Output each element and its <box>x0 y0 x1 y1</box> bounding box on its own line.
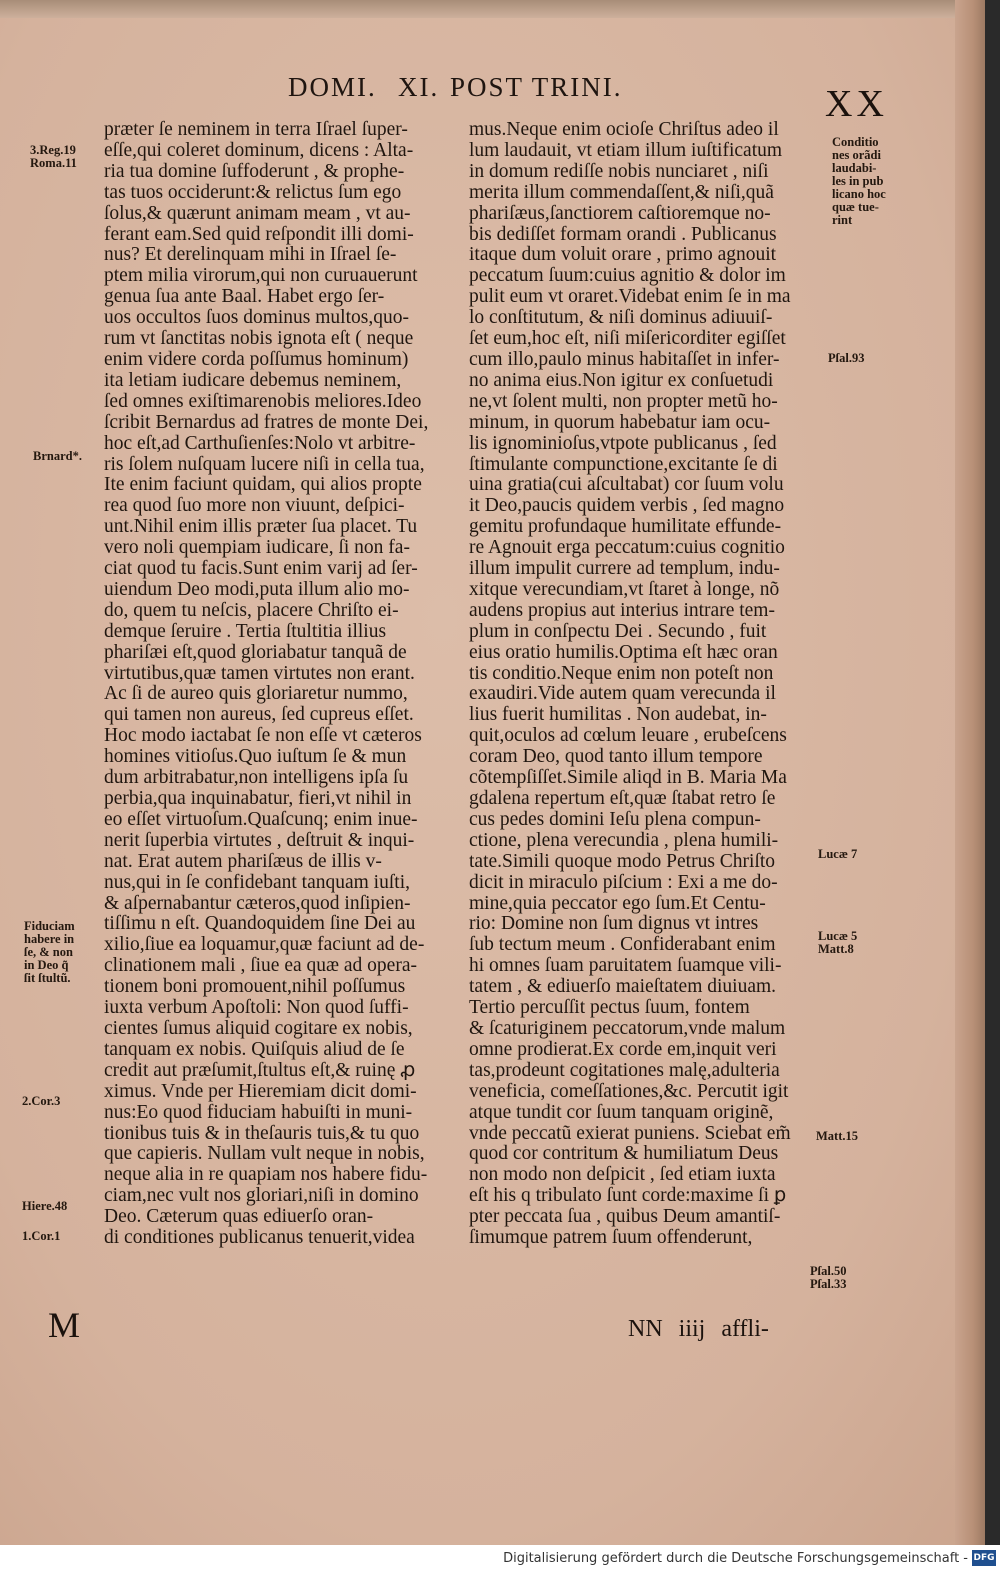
left-column-line: neque alia in re quapiam nos habere fidu- <box>104 1164 428 1186</box>
running-head-left: DOMI. <box>288 72 377 102</box>
margin-note-line: les in pub <box>832 174 884 188</box>
text-column-left <box>104 120 456 1249</box>
left-column-line: ptem milia virorum,qui non curuauerunt <box>104 265 418 287</box>
margin-note-fiduciam <box>24 920 75 985</box>
right-column-line: hi omnes ſuam paruitatem ſuamque vili- <box>469 955 782 977</box>
left-column-line: dum arbitrabatur,non intelligens ipſa ſu <box>104 767 409 789</box>
left-column-line: ria tua domine ſuffoderunt , & prophe- <box>104 160 405 182</box>
left-column-line: cientes ſumus aliquid cogitare ex nobis, <box>104 1017 413 1039</box>
left-column-line: tas tuos occiderunt:& relictus ſum ego <box>104 181 402 203</box>
right-column-line: peccatum ſuum:cuius agnitio & dolor im <box>469 265 786 287</box>
left-column-line: qui tamen non aureus, ſed cupreus eſſet. <box>104 704 414 726</box>
right-column-line: ſimumque patrem ſuum offenderunt, <box>469 1227 753 1249</box>
dfg-logo: DFG <box>972 1550 996 1566</box>
margin-note-line: Pſal.93 <box>828 351 865 365</box>
right-column-line: ſub tectum meum . Confiderabant enim <box>469 934 776 956</box>
right-column-line: phariſæus,ſanctiorem caſtioremque no- <box>469 202 771 224</box>
right-column-line: audens propius aut interius intrare tem- <box>469 599 775 621</box>
right-column-line: lis ignominioſus,vtpote publicanus , ſed <box>469 432 777 454</box>
right-column-line: tas,prodeunt cogitationes malę,adulteria <box>469 1059 780 1081</box>
right-column-line: Tertio percuſſit pectus ſuum, fontem <box>469 997 750 1019</box>
right-column-line: itaque dum voluit orare , primo agnouit <box>469 244 777 266</box>
catchline: NN iiij affli- <box>628 1316 769 1342</box>
right-column-line: lius fuerit humilitas . Non audebat, in- <box>469 704 767 726</box>
right-column-line: gdalena repertum eſt,quæ ſtabat retro ſe <box>469 788 776 809</box>
right-column-line: mus.Neque enim ocioſe Chriſtus adeo il <box>469 119 779 140</box>
page-top-shadow <box>0 0 985 18</box>
left-column-line: tionem boni promouent,nihil poſſumus <box>104 976 406 998</box>
left-column-line: ita letiam iudicare debemus neminem, <box>104 369 402 391</box>
right-column-line: rio: Domine non ſum dignus vt intres <box>469 913 759 935</box>
margin-note-line: laudabi- <box>832 161 877 175</box>
right-column-line: lo conſtitutum, & niſi dominus adiuuiſ- <box>469 307 773 329</box>
left-column-line: ciat quod tu facis.Sunt enim varij ad ſer- <box>104 558 418 580</box>
running-head-right: POST TRINI. <box>450 72 623 102</box>
signature-mark: M <box>48 1305 81 1345</box>
margin-note-cor1 <box>22 1230 60 1243</box>
right-column-line: cum illo,paulo minus habitaſſet in infer- <box>469 348 780 370</box>
right-column-line: tatem , & ediuerſo maieſtatem diuiuam. <box>469 976 777 998</box>
left-column-line: ris ſolem nuſquam lucere niſi in cella tua, <box>104 453 425 475</box>
right-column-line: xitque verecundiam,vt ſtaret à longe, nõ <box>469 578 780 600</box>
page-edge-shadow <box>955 0 985 1545</box>
margin-note-cor2 <box>22 1095 60 1108</box>
left-column-line: phariſæi eſt,quod gloriabatur tanquã de <box>104 641 407 663</box>
left-column-line: Hoc modo iactabat ſe non eſſe vt cæteros <box>104 725 422 747</box>
right-column-line: minum, in quorum habebatur iam ocu- <box>469 411 771 433</box>
left-column-line: ſolus,& quærunt animam meam , vt au- <box>104 202 411 224</box>
left-column-line: ſed omnes exiſtimarenobis meliores.Ideo <box>104 390 422 412</box>
left-column-line: do, quem tu neſcis, placere Chriſto ei- <box>104 599 399 621</box>
left-column-line: enim videre corda poſſumus hominum) <box>104 348 409 370</box>
margin-note-matt15 <box>816 1130 858 1143</box>
margin-note-line: Lucæ 7 <box>818 847 858 861</box>
right-column-line: it Deo,paucis quidem verbis , ſed magno <box>469 495 785 517</box>
left-column-line: uiendum Deo modi,puta illum alio mo- <box>104 578 410 600</box>
left-column-line: ximus. Vnde per Hieremiam dicit domi- <box>104 1080 417 1102</box>
right-column-line: illum impulit currere ad templum, indu- <box>469 558 780 580</box>
left-column-line: unt.Nihil enim illis præter ſua placet. Tu <box>104 516 418 538</box>
right-column-line: atque tundit cor ſuum tanquam originẽ, <box>469 1101 774 1123</box>
margin-note-bernard <box>33 450 82 463</box>
right-column-line: eius oratio humilis.Optima eſt hæc oran <box>469 641 778 663</box>
margin-note-line: Fiduciam <box>24 919 75 933</box>
right-column-line: tis conditio.Neque enim non poteſt non <box>469 662 774 684</box>
margin-note-line: Brnard*. <box>33 449 82 463</box>
left-column-line: perbia,qua inquinabatur, fieri,vt nihil in <box>104 788 412 809</box>
left-column-line: nus,qui in ſe confidebant tanquam iuſti, <box>104 871 410 893</box>
left-column-line: vero noli quempiam iudicare, ſi non fa- <box>104 537 410 559</box>
right-column-line: exaudiri.Vide autem quam verecunda il <box>469 683 776 705</box>
margin-note-line: licano hoc <box>832 187 886 201</box>
margin-note-hiere <box>22 1200 67 1213</box>
left-column-line: rea quod ſuo more non viuunt, deſpici- <box>104 495 405 517</box>
margin-note-line: 2.Cor.3 <box>22 1094 61 1108</box>
left-column-line: hoc eſt,ad Carthuſienſes:Nolo vt arbitre- <box>104 432 416 454</box>
right-column-line: quit,oculos ad cœlum leuare , erubeſcens <box>469 725 787 747</box>
margin-note-line: Conditio <box>832 135 879 149</box>
left-column-line: tanquam ex nobis. Quiſquis aliud de ſe <box>104 1038 405 1060</box>
right-column-line: mine,quia peccator ego ſum.Et Centu- <box>469 892 766 914</box>
left-column-line: nus:Eo quod fiduciam habuiſti in muni- <box>104 1101 413 1123</box>
margin-note-line: ſe, & non <box>24 945 73 959</box>
right-column-line: non modo non deſpicit , ſed etiam iuxta <box>469 1164 776 1186</box>
margin-note-line: Lucæ 5 <box>818 929 858 943</box>
left-column-line: xilio,ſiue ea loquamur,quæ faciunt ad de- <box>104 934 425 956</box>
right-column-line: in domum rediſſe nobis nunciaret , niſi <box>469 160 769 182</box>
margin-note-line: rint <box>832 213 853 227</box>
right-column-line: ſtimulante compunctione,excitante ſe di <box>469 453 778 475</box>
left-column-line: rum vt ſanctitas nobis ignota eſt ( neque <box>104 328 414 350</box>
margin-note-line: habere in <box>24 932 75 946</box>
right-column-line: eſt his q tribulato ſunt corde:maxime ſi ꝑ <box>469 1185 787 1207</box>
margin-note-line: Matt.8 <box>818 942 854 956</box>
folio-number: XX <box>825 83 888 125</box>
left-column-line: Ac ſi de aureo quis gloriaretur nummo, <box>104 683 408 705</box>
margin-note-line: nes orãdi <box>832 148 881 162</box>
left-column-line: uos occultos ſuos dominus multos,quo- <box>104 307 409 329</box>
right-column-line: quod cor contritum & humiliatum Deus <box>469 1143 779 1165</box>
footer-bar <box>0 1545 1000 1573</box>
text-column-right <box>469 120 829 1249</box>
right-column-line: cõtempſiſſet.Simile aliqd in B. Maria Ma <box>469 767 787 789</box>
left-column-line: eo eſſet virtuoſum.Quaſcunq; enim inue- <box>104 808 418 830</box>
left-column-line: nerit ſuperbia virtutes , deſtruit & inqui- <box>104 829 415 851</box>
left-column-line: que capieris. Nullam vult neque in nobis, <box>104 1143 425 1165</box>
left-column-line: credit aut præſumit,ſtultus eſt,& ruinę ꝓ <box>104 1059 416 1081</box>
margin-note-line: in Deo q̃ <box>24 958 69 972</box>
right-column-line: veneficia, comeſſationes,&c. Percutit igit <box>469 1080 789 1102</box>
left-column-line: eſſe,qui coleret dominum, dicens : Alta- <box>104 139 414 161</box>
right-column-line: pter peccata ſua , quibus Deum amantiſ- <box>469 1206 781 1228</box>
margin-note-line: Pſal.33 <box>810 1277 847 1291</box>
left-column-line: Ite enim faciunt quidam, qui alios propte <box>104 474 422 496</box>
left-column-line: virtutibus,quæ tamen virtutes non erant. <box>104 662 415 684</box>
left-column-line: Deo. Cæterum quas ediuerſo oran- <box>104 1206 374 1228</box>
right-column-line: omne prodierat.Ex corde em,inquit veri <box>469 1038 777 1060</box>
margin-note-psal93 <box>828 352 864 365</box>
margin-note-line: quæ tue- <box>832 200 879 214</box>
left-column-line: & aſpernabantur cæteros,quod inſipien- <box>104 892 411 914</box>
right-column-line: merita illum commendaſſent,& niſi,quã <box>469 181 774 203</box>
left-column-line: tiſſimu n eſt. Quandoquidem ſine Dei au <box>104 913 416 935</box>
margin-note-line: Matt.15 <box>816 1129 858 1143</box>
right-column-line: dicit in miraculo piſcium : Exi a me do- <box>469 871 778 893</box>
left-column-line: clinationem mali , ſiue ea quæ ad opera- <box>104 955 417 977</box>
left-column-line: præter ſe neminem in terra Iſrael ſuper- <box>104 119 408 140</box>
margin-note-reg <box>30 144 77 170</box>
funding-notice: Digitalisierung gefördert durch die Deutsche Forschungsgemeinschaft - <box>503 1551 968 1566</box>
margin-note-psal50 <box>810 1265 846 1291</box>
right-column-line: no anima eius.Non igitur ex conſuetudi <box>469 369 774 391</box>
left-column-line: tionibus tuis & in theſauris tuis,& tu quo <box>104 1122 420 1144</box>
margin-note-line: Hiere.48 <box>22 1199 68 1213</box>
right-column-line: coram Deo, quod tanto illum tempore <box>469 746 763 768</box>
right-column-line: ne,vt ſolent multi, non propter metũ ho- <box>469 390 778 412</box>
left-column-line: demque ſeruire . Tertia ſtultitia illius <box>104 620 387 642</box>
right-column-line: bis dediſſet formam orandi . Publicanus <box>469 223 777 245</box>
right-column-line: cus pedes domini Ieſu plena compun- <box>469 808 761 830</box>
right-column-line: & ſcaturiginem peccatorum,vnde malum <box>469 1017 786 1039</box>
margin-note-line: 3.Reg.19 <box>30 143 76 157</box>
left-column-line: nus? Et derelinquam mihi in Iſrael ſe- <box>104 244 397 266</box>
margin-note-line: Pſal.50 <box>810 1264 847 1278</box>
left-column-line: genua ſua ante Baal. Habet ergo ſer- <box>104 286 385 308</box>
left-column-line: iuxta verbum Apoſtoli: Non quod ſuffi- <box>104 997 409 1019</box>
margin-note-luc5 <box>818 930 857 956</box>
margin-note-line: Roma.11 <box>30 156 77 170</box>
right-column-line: vnde peccatũ exierat puniens. Sciebat em̃ <box>469 1122 791 1144</box>
right-column-line: pulit eum vt oraret.Videbat enim ſe in ma <box>469 286 791 308</box>
running-head-middle: XI. <box>398 72 440 102</box>
left-column-line: ſcribit Bernardus ad fratres de monte Dei, <box>104 411 429 433</box>
left-column-line: ciam,nec vult nos gloriari,niſi in domino <box>104 1185 419 1207</box>
right-column-line: ſet eum,hoc eſt, niſi miſericorditer egiſſet <box>469 328 786 350</box>
right-column-line: re Agnouit erga peccatum:cuius cognitio <box>469 537 785 559</box>
margin-note-luc7 <box>818 848 857 861</box>
margin-note-conditiones <box>832 136 886 227</box>
right-column-line: plum in conſpectu Dei . Secundo , fuit <box>469 620 767 642</box>
right-column-line: uina gratia(cui aſcultabat) cor ſuum volu <box>469 474 784 496</box>
left-column-line: nat. Erat autem phariſæus de illis v- <box>104 850 382 872</box>
right-column-line: tate.Simili quoque modo Petrus Chriſto <box>469 850 776 872</box>
right-column-line: ctione, plena verecundia , plena humili- <box>469 829 779 851</box>
left-column-line: ferant eam.Sed quid reſpondit illi domi- <box>104 223 414 245</box>
right-column-line: lum laudauit, vt etiam illum iuſtificatum <box>469 139 783 161</box>
margin-note-line: 1.Cor.1 <box>22 1229 61 1243</box>
margin-note-line: ſit ſtultũ. <box>24 971 71 985</box>
right-column-line: gemitu profundaque humilitate effunde- <box>469 516 782 538</box>
left-column-line: homines vitioſus.Quo iuſtum ſe & mun <box>104 746 407 768</box>
left-column-line: di conditiones publicanus tenuerit,videa <box>104 1227 415 1249</box>
